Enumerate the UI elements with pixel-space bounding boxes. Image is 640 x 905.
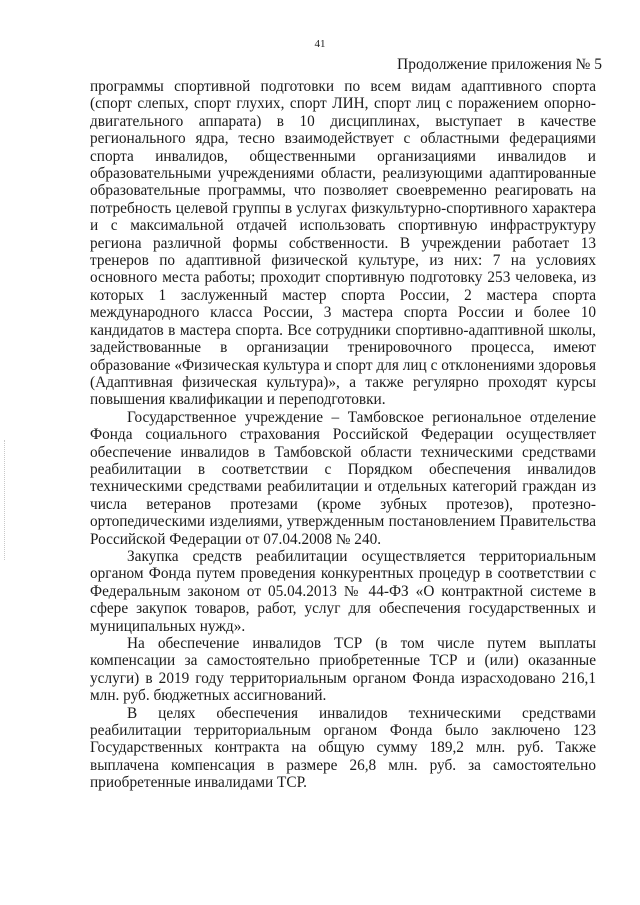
paragraph-tsr-expenditure: На обеспечение инвалидов ТСР (в том числе путем выплаты компенсации за самостоятельно приобретенные ТСР и (или) оказанные услуги) в 2019 году территориальным органом Фонда израсходовано 216,1 млн. руб. бюджетных ассигнований.: [90, 635, 596, 705]
paragraph-social-insurance-fund: Государственное учреждение – Тамбовское региональное отделение Фонда социального страхования Российской Федерации осуществляет обеспечение инвалидов в Тамбовской области техническими средствами реабилитации в соответствии с Порядком обеспечения инвалидов техническими средствами реабилитации и отдельных категорий граждан из числа ветеранов протезами (кроме зубных протезов), протезно-ортопедическими изделиями, утвержденным постановлением Правительства Российской Федерации от 07.04.2008 № 240.: [90, 408, 596, 548]
paragraph-procurement: Закупка средств реабилитации осуществляется территориальным органом Фонда путем проведения конкурентных процедур в соответствии с Федеральным законом от 05.04.2013 № 44-ФЗ «О контрактной системе в сфере закупок товаров, работ, услуг для обеспечения государственных и муниципальных нужд».: [90, 547, 596, 635]
paragraph-contracts: В целях обеспечения инвалидов техническими средствами реабилитации территориальным органом Фонда было заключено 123 Государственных контракта на общую сумму 189,2 млн. руб. Также выплачена компенсация в размере 26,8 млн. руб. за самостоятельно приобретенные инвалидами ТСР.: [90, 704, 596, 792]
margin-mark: [4, 440, 8, 560]
appendix-header: Продолжение приложения № 5: [397, 56, 602, 73]
paragraph-sports-school-continued: программы спортивной подготовки по всем видам адаптивного спорта (спорт слепых, спорт глухих, спорт ЛИН, спорт лиц с поражением опорно-двигательного аппарата) в 10 дисциплинах, выступает в качестве регионального ядра, тесно взаимодействует с областными федерациями спорта инвалидов, общественными организациями инвалидов и образовательными учреждениями области, реализующими адаптированные образовательные программы, что позволяет своевременно реагировать на потребность целевой группы в услугах физкультурно-спортивного характера и с максимальной отдачей использовать спортивную инфраструктуру региона различной формы собственности. В учреждении работает 13 тренеров по адаптивной физической культуре, из них: 7 на условиях основного места работы; проходит спортивную подготовку 253 человека, из которых 1 заслуженный мастер спорта России, 2 мастера спорта международного класса России, 3 мастера спорта России и более 10 кандидатов в мастера спорта. Все сотрудники спортивно-адаптивной школы, задействованные в организации тренировочного процесса, имеют образование «Физическая культура и спорт для лиц с отклонениями здоровья (Адаптивная физическая культура)», а также регулярно проходят курсы повышения квалификации и переподготовки.: [90, 78, 596, 409]
document-body: [90, 78, 596, 792]
page-number: 41: [314, 38, 326, 50]
